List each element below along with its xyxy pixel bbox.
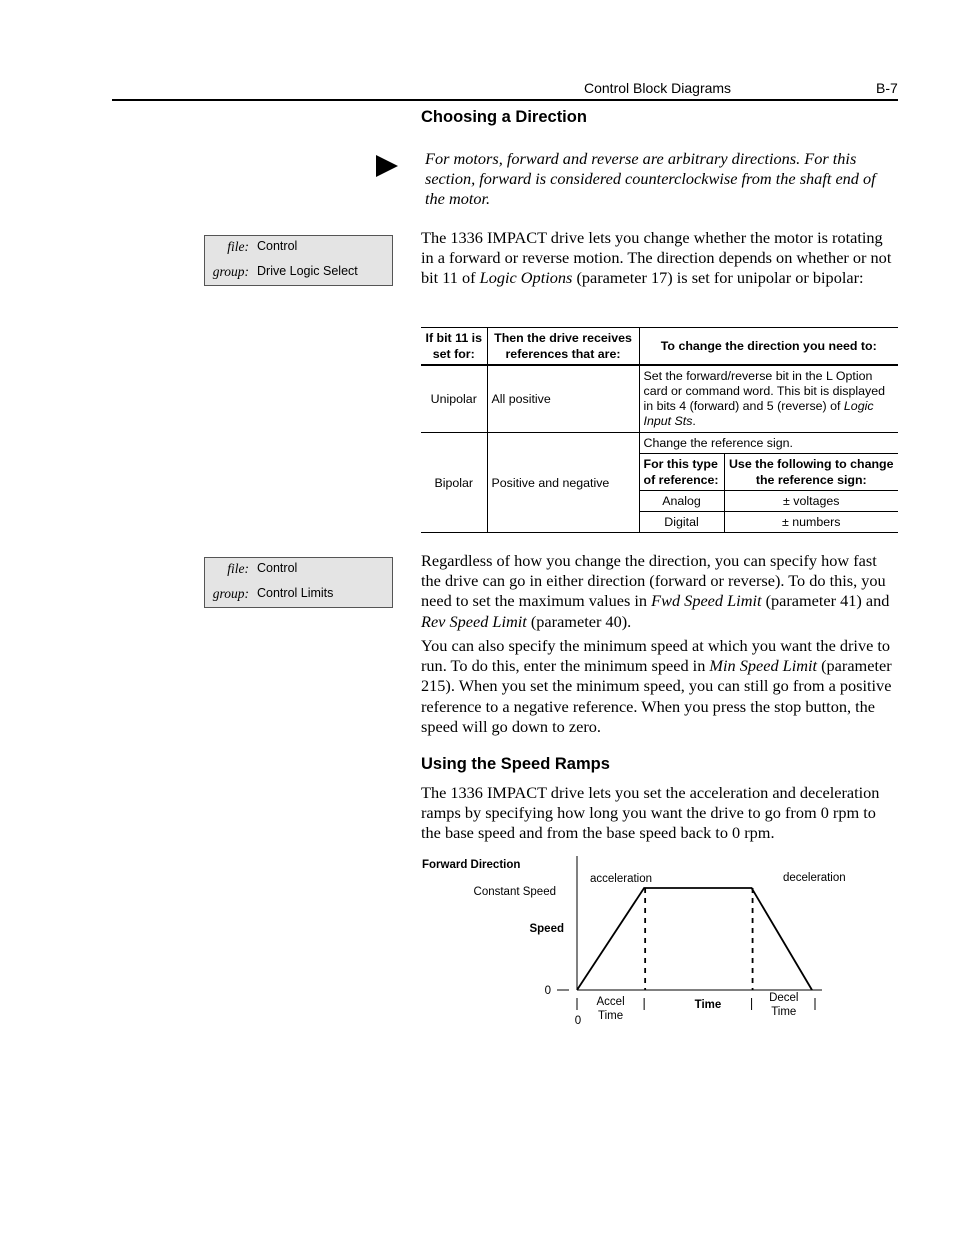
unipolar-action-end: . (692, 414, 696, 428)
chart-constant-speed-label: Constant Speed (473, 886, 556, 898)
param-fwd-speed-limit: Fwd Speed Limit (651, 591, 762, 611)
col-header-action: To change the direction you need to: (639, 328, 898, 366)
note-text: For motors, forward and reverse are arbitrary directions. For this section, forward is considered counterclockwise from the shaft end of the motor. (425, 149, 876, 209)
cell-bipolar: Bipolar (421, 433, 487, 533)
param-min-speed-limit: Min Speed Limit (709, 656, 818, 676)
chart-x-zero-label: 0 (574, 1015, 582, 1027)
running-header-title: Control Block Diagrams (584, 80, 732, 96)
cell-bipolar-refs: Positive and negative (487, 433, 639, 533)
chart-deceleration-annotation: deceleration (783, 872, 846, 884)
chart-accel-time-label: Accel Time (596, 996, 625, 1022)
para2-text-c: (parameter 40). (526, 611, 632, 631)
unipolar-action-param: Logic Input Sts (643, 399, 874, 428)
cell-bipolar-action: Change the reference sign. (639, 433, 898, 454)
chart-x-label: Time (694, 999, 722, 1011)
para1-text-b: (parameter 17) is set for unipolar or bipolar: (572, 268, 864, 288)
cell-unipolar-refs: All positive (487, 365, 639, 433)
para3-text-a: You can also specify the minimum speed at which you want the drive to run. To do this, enter the minimum speed in (421, 636, 891, 676)
group-label: group: (212, 264, 249, 279)
cell-analog-use: ± voltages (724, 491, 898, 512)
cell-digital-use: ± numbers (724, 512, 898, 533)
group-value: Drive Logic Select (257, 264, 358, 278)
chart-acceleration-annotation: acceleration (590, 873, 653, 885)
heading-choosing-direction: Choosing a Direction (421, 108, 587, 126)
para3-text-b: (parameter 215). When you set the minimum speed, you can still go from a positive reference to a negative reference. When you press the stop button, the speed will go down to zero. (421, 656, 892, 736)
param-rev-speed-limit: Rev Speed Limit (421, 611, 527, 631)
col-header-refs: Then the drive receives references that are: (487, 328, 639, 366)
group-label: group: (212, 586, 249, 601)
chart-title: Forward Direction (422, 859, 521, 871)
file-value: Control (257, 561, 298, 575)
cell-unipolar: Unipolar (421, 365, 487, 433)
subcol-header-use: Use the following to change the reference sign: (724, 454, 898, 491)
para1-param-name: Logic Options (479, 268, 573, 288)
para1-text-a: The 1336 IMPACT drive lets you change whether the motor is rotating in a forward or reverse motion. The direction depends on whether or not bit 11 of (421, 228, 892, 288)
chart-speed-profile-line (577, 888, 812, 990)
col-header-bit: If bit 11 is set for: (421, 328, 487, 366)
unipolar-action-text: Set the forward/reverse bit in the L Option card or command word. This bit is displayed in bits 4 (forward) and 5 (reverse) of (643, 369, 885, 413)
para2-text-a: Regardless of how you change the direction, you can specify how fast the drive can go in either direction (forward or reverse). To do this, you need to set the maximum values in (421, 551, 886, 611)
group-value: Control Limits (257, 586, 334, 600)
para2-text-b: (parameter 41) and (761, 591, 890, 611)
page-number: B-7 (876, 80, 898, 96)
file-label: file: (227, 239, 249, 254)
para-speed-ramps: The 1336 IMPACT drive lets you set the acceleration and deceleration ramps by specifying how long you want the drive to go from 0 rpm to the base speed and from the base speed back to 0 rpm. (421, 783, 880, 843)
cell-analog: Analog (639, 491, 724, 512)
chart-y-label: Speed (529, 923, 564, 935)
heading-speed-ramps: Using the Speed Ramps (421, 755, 610, 773)
file-label: file: (227, 561, 249, 576)
cell-digital: Digital (639, 512, 724, 533)
file-value: Control (257, 239, 298, 253)
chart-y-zero-label: 0 (544, 985, 551, 997)
subcol-header-type: For this type of reference: (639, 454, 724, 491)
chart-decel-time-label: Decel Time (769, 992, 799, 1018)
